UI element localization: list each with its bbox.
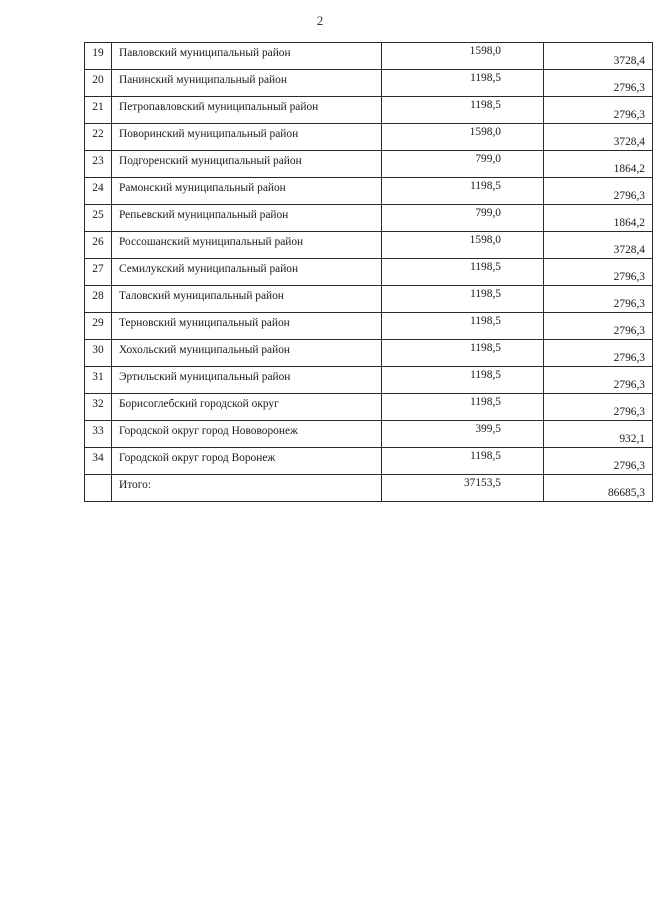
value-column-1: 1598,0 [382, 43, 544, 70]
municipality-name: Борисоглебский городской округ [112, 394, 382, 421]
row-number: 29 [85, 313, 112, 340]
value-column-1: 1198,5 [382, 340, 544, 367]
value-column-2: 2796,3 [544, 97, 653, 124]
value-column-2: 1864,2 [544, 205, 653, 232]
value-column-2: 2796,3 [544, 448, 653, 475]
value-column-1: 1598,0 [382, 124, 544, 151]
total-municipality-name: Итого: [112, 475, 382, 502]
table-row [85, 259, 653, 286]
total-value-column-2: 86685,3 [544, 475, 653, 502]
municipality-name: Павловский муниципальный район [112, 43, 382, 70]
value-column-1: 1598,0 [382, 232, 544, 259]
municipality-name: Подгоренский муниципальный район [112, 151, 382, 178]
table-row [85, 340, 653, 367]
value-column-1: 1198,5 [382, 259, 544, 286]
value-column-2: 932,1 [544, 421, 653, 448]
total-value-column-1: 37153,5 [382, 475, 544, 502]
value-column-1: 1198,5 [382, 313, 544, 340]
municipality-name: Репьевский муниципальный район [112, 205, 382, 232]
value-column-1: 1198,5 [382, 97, 544, 124]
table-row [85, 448, 653, 475]
value-column-2: 1864,2 [544, 151, 653, 178]
municipality-name: Панинский муниципальный район [112, 70, 382, 97]
row-number: 25 [85, 205, 112, 232]
municipality-name: Семилукский муниципальный район [112, 259, 382, 286]
value-column-2: 2796,3 [544, 178, 653, 205]
table-row [85, 313, 653, 340]
municipality-name: Городской округ город Воронеж [112, 448, 382, 475]
row-number: 32 [85, 394, 112, 421]
value-column-1: 399,5 [382, 421, 544, 448]
row-number: 33 [85, 421, 112, 448]
row-number: 21 [85, 97, 112, 124]
table-row [85, 394, 653, 421]
table-row [85, 232, 653, 259]
table-row [85, 178, 653, 205]
table-row [85, 43, 653, 70]
row-number: 27 [85, 259, 112, 286]
row-number: 28 [85, 286, 112, 313]
value-column-2: 3728,4 [544, 232, 653, 259]
table-row [85, 367, 653, 394]
value-column-1: 1198,5 [382, 367, 544, 394]
table-row [85, 70, 653, 97]
table-body [85, 43, 653, 502]
row-number: 19 [85, 43, 112, 70]
municipality-name: Терновский муниципальный район [112, 313, 382, 340]
value-column-1: 1198,5 [382, 286, 544, 313]
municipality-name: Хохольский муниципальный район [112, 340, 382, 367]
municipality-name: Поворинский муниципальный район [112, 124, 382, 151]
row-number: 26 [85, 232, 112, 259]
value-column-2: 2796,3 [544, 340, 653, 367]
value-column-1: 799,0 [382, 151, 544, 178]
total-row [85, 475, 653, 502]
value-column-2: 2796,3 [544, 70, 653, 97]
value-column-1: 1198,5 [382, 394, 544, 421]
page-number: 2 [316, 13, 324, 28]
value-column-1: 1198,5 [382, 70, 544, 97]
row-number: 34 [85, 448, 112, 475]
row-number: 20 [85, 70, 112, 97]
table-row [85, 421, 653, 448]
municipality-name: Таловский муниципальный район [112, 286, 382, 313]
municipality-name: Петропавловский муниципальный район [112, 97, 382, 124]
row-number: 31 [85, 367, 112, 394]
value-column-2: 2796,3 [544, 394, 653, 421]
municipality-name: Россошанский муниципальный район [112, 232, 382, 259]
value-column-2: 3728,4 [544, 43, 653, 70]
value-column-2: 2796,3 [544, 259, 653, 286]
municipality-name: Рамонский муниципальный район [112, 178, 382, 205]
row-number: 24 [85, 178, 112, 205]
allocation-table [84, 42, 653, 502]
row-number: 30 [85, 340, 112, 367]
table-row [85, 286, 653, 313]
value-column-1: 1198,5 [382, 178, 544, 205]
value-column-1: 1198,5 [382, 448, 544, 475]
municipality-name: Городской округ город Нововоронеж [112, 421, 382, 448]
value-column-1: 799,0 [382, 205, 544, 232]
municipality-name: Эртильский муниципальный район [112, 367, 382, 394]
table-row [85, 151, 653, 178]
total-row-number [85, 475, 112, 502]
table-row [85, 205, 653, 232]
value-column-2: 3728,4 [544, 124, 653, 151]
table-row [85, 124, 653, 151]
value-column-2: 2796,3 [544, 313, 653, 340]
row-number: 22 [85, 124, 112, 151]
value-column-2: 2796,3 [544, 367, 653, 394]
table-row [85, 97, 653, 124]
row-number: 23 [85, 151, 112, 178]
value-column-2: 2796,3 [544, 286, 653, 313]
